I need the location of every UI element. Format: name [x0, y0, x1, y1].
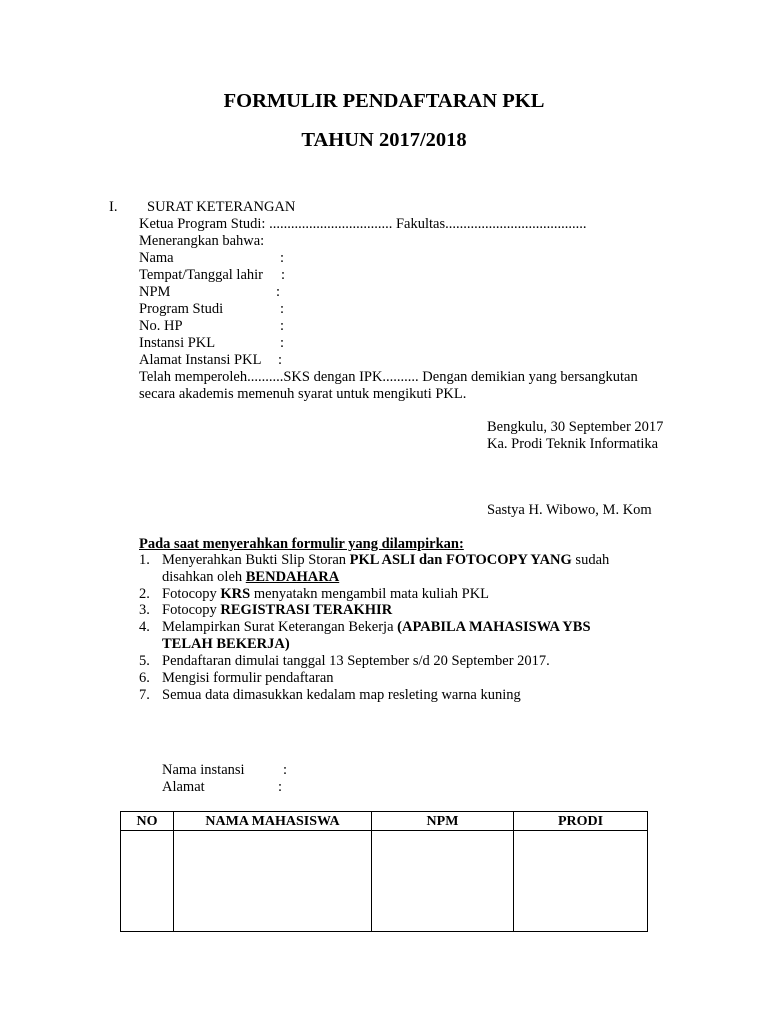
table-header-no: NO [121, 812, 174, 831]
field-label-prodi: Program Studi [139, 301, 224, 317]
table-header-row [121, 812, 648, 831]
field-label-npm: NPM [139, 284, 171, 300]
attachment-item-2: Fotocopy KRS menyatakn mengambil mata kuliah PKL [162, 586, 490, 602]
field-label-nama: Nama [139, 250, 174, 266]
nama-instansi-colon: : [283, 762, 288, 778]
attachment-item-4: Melampirkan Surat Keterangan Bekerja (APABILA MAHASISWA YBS [162, 619, 591, 635]
attachment-num-6: 6. [139, 670, 150, 686]
table-header-npm: NPM [372, 812, 514, 831]
attachments-heading: Pada saat menyerahkan formulir yang dilampirkan: [139, 536, 464, 552]
attachment-item-6: Mengisi formulir pendaftaran [162, 670, 334, 686]
statement-line-1: Telah memperoleh..........SKS dengan IPK.......... Dengan demikian yang bersangkutan [139, 369, 638, 385]
field-colon-alamat-instansi: : [278, 352, 283, 368]
attachment-item-1: Menyerahkan Bukti Slip Storan PKL ASLI dan FOTOCOPY YANG sudah [162, 552, 610, 568]
alamat-colon: : [278, 779, 283, 795]
nama-instansi-label: Nama instansi [162, 762, 245, 778]
table-cell-no[interactable] [121, 831, 174, 932]
attachment-item-5: Pendaftaran dimulai tanggal 13 September s/d 20 September 2017. [162, 653, 550, 669]
field-colon-hp: : [280, 318, 285, 334]
section-numeral: I. [109, 199, 118, 215]
field-label-ttl: Tempat/Tanggal lahir [139, 267, 263, 283]
attachment-item-3: Fotocopy REGISTRASI TERAKHIR [162, 602, 393, 618]
student-table [120, 811, 648, 932]
attachment-item-4-cont: TELAH BEKERJA) [162, 636, 290, 652]
attachment-num-1: 1. [139, 552, 150, 568]
field-colon-nama: : [280, 250, 285, 266]
attachment-item-7: Semua data dimasukkan kedalam map resleting warna kuning [162, 687, 521, 703]
field-label-instansi: Instansi PKL [139, 335, 216, 351]
table-header-nama: NAMA MAHASISWA [174, 812, 372, 831]
alamat-label: Alamat [162, 779, 205, 795]
form-year: TAHUN 2017/2018 [301, 129, 467, 151]
signature-position: Ka. Prodi Teknik Informatika [487, 436, 659, 452]
signature-place-date: Bengkulu, 30 September 2017 [487, 419, 664, 435]
prodi-fakultas-line: Ketua Program Studi: .................................. Fakultas....................................... [139, 216, 587, 232]
table-cell-nama[interactable] [174, 831, 372, 932]
attachment-num-4: 4. [139, 619, 150, 635]
section-heading: SURAT KETERANGAN [147, 199, 296, 215]
statement-line-2: secara akademis memenuh syarat untuk mengikuti PKL. [139, 386, 467, 402]
signature-name: Sastya H. Wibowo, M. Kom [487, 502, 652, 518]
table-row [121, 831, 648, 932]
menerangkan-line: Menerangkan bahwa: [139, 233, 265, 249]
field-colon-instansi: : [280, 335, 285, 351]
field-colon-prodi: : [280, 301, 285, 317]
field-colon-npm: : [276, 284, 281, 300]
form-title: FORMULIR PENDAFTARAN PKL [223, 90, 545, 112]
field-colon-ttl: : [281, 267, 286, 283]
attachment-num-5: 5. [139, 653, 150, 669]
table-cell-prodi[interactable] [514, 831, 648, 932]
attachment-item-1-cont: disahkan oleh BENDAHARA [162, 569, 340, 585]
attachment-num-7: 7. [139, 687, 150, 703]
field-label-hp: No. HP [139, 318, 183, 334]
field-label-alamat-instansi: Alamat Instansi PKL [139, 352, 262, 368]
attachment-num-2: 2. [139, 586, 150, 602]
table-cell-npm[interactable] [372, 831, 514, 932]
attachment-num-3: 3. [139, 602, 150, 618]
table-header-prodi: PRODI [514, 812, 648, 831]
